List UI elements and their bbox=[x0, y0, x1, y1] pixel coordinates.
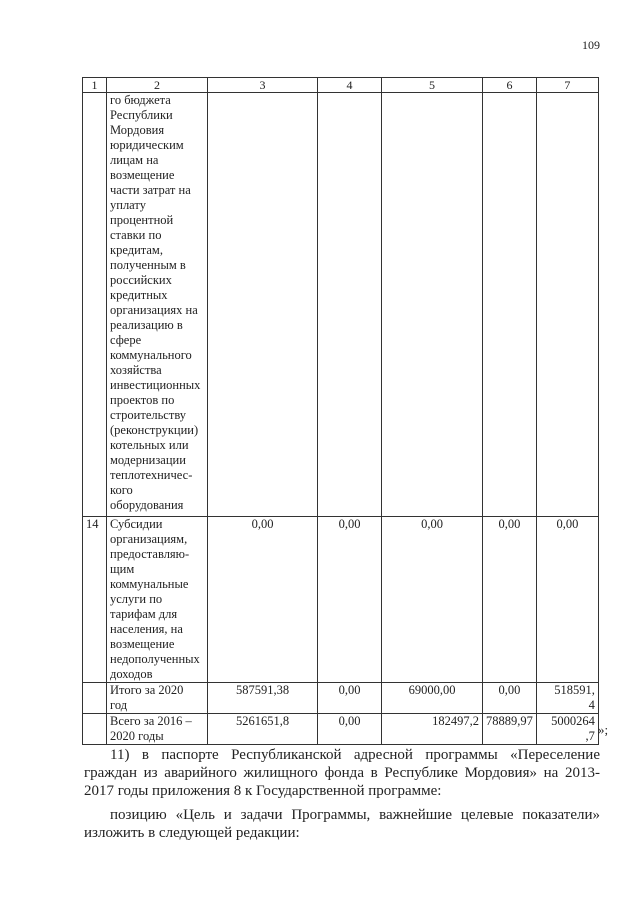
table-row-14 bbox=[83, 517, 599, 683]
cell-value: 0,00 bbox=[318, 683, 382, 714]
cell-value: 587591,38 bbox=[208, 683, 318, 714]
header-col-3: 3 bbox=[208, 78, 318, 93]
paragraph-11: 11) в паспорте Республиканской адресной программы «Переселение граждан из аварийного жилищного фонда в Республике Мордовия» на 2013-2017 годы приложения 8 к Государственной программе: bbox=[84, 747, 600, 799]
cell-total-label: Всего за 2016 – 2020 годы bbox=[107, 714, 208, 745]
header-col-1: 1 bbox=[83, 78, 107, 93]
cell-value: 69000,00 bbox=[382, 683, 483, 714]
cell-value: 0,00 bbox=[483, 683, 537, 714]
page-number: 109 bbox=[582, 38, 600, 52]
cell-total-label: Итого за 2020 год bbox=[107, 683, 208, 714]
cell-value: 5261651,8 bbox=[208, 714, 318, 745]
table-row-total-all bbox=[83, 714, 599, 745]
table-row-continued bbox=[83, 93, 599, 517]
cell-description: го бюджета Республики Мордовия юридическим лицам на возмещение части затрат на уплату процентной ставки по кредитам, полученным в российских кредитных организациях на реализацию в сфере коммунального хозяйства инвестиционных проектов по строительству (реконструкции) котельных или модернизации теплотехничес- кого оборудования bbox=[107, 93, 208, 517]
header-col-5: 5 bbox=[382, 78, 483, 93]
cell-value: 0,00 bbox=[318, 517, 382, 683]
cell-value: 0,00 bbox=[318, 714, 382, 745]
cell-num bbox=[83, 93, 107, 517]
cell-value: 0,00 bbox=[208, 517, 318, 683]
table-row-total-2020 bbox=[83, 683, 599, 714]
header-col-4: 4 bbox=[318, 78, 382, 93]
header-col-2: 2 bbox=[107, 78, 208, 93]
cell-value: 0,00 bbox=[483, 517, 537, 683]
cell-value: 5000264 ,7 bbox=[536, 714, 598, 745]
cell-value: 182497,2 bbox=[382, 714, 483, 745]
cell-description: Субсидии организациям, предоставляю- щим коммунальные услуги по тарифам для населения, на возмещение недополученных доходов bbox=[107, 517, 208, 683]
header-col-7: 7 bbox=[536, 78, 598, 93]
table-header-row bbox=[83, 78, 599, 93]
cell-value: 0,00 bbox=[536, 517, 598, 683]
cell-value: 518591, 4 bbox=[536, 683, 598, 714]
cell-value: 0,00 bbox=[382, 517, 483, 683]
closing-quote-mark: »; bbox=[598, 722, 609, 737]
header-col-6: 6 bbox=[483, 78, 537, 93]
cell-num: 14 bbox=[83, 517, 107, 683]
cell-value: 78889,97 bbox=[483, 714, 537, 745]
paragraph-position: позицию «Цель и задачи Программы, важнейшие целевые показатели» изложить в следующей редакции: bbox=[84, 807, 600, 841]
budget-table bbox=[82, 77, 599, 745]
